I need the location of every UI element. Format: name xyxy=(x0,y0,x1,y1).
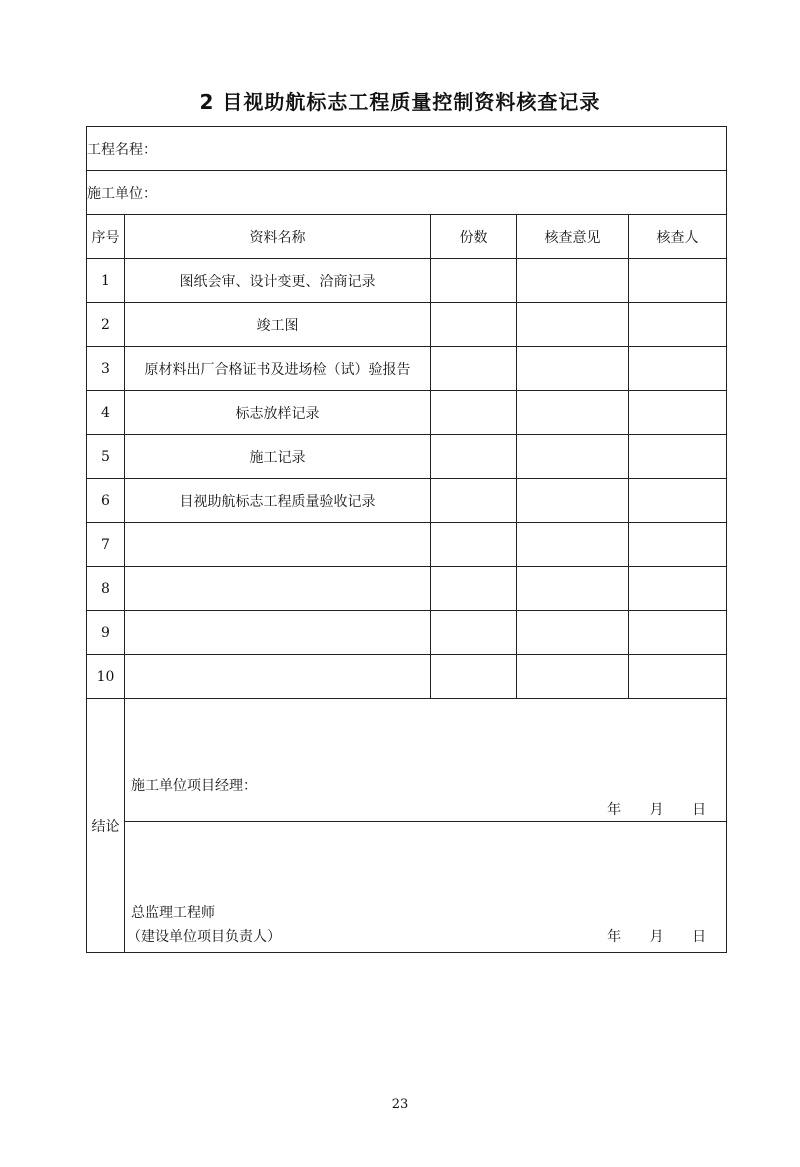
copies-cell[interactable] xyxy=(431,347,517,391)
opinion-cell[interactable] xyxy=(517,347,629,391)
checker-cell[interactable] xyxy=(629,391,727,435)
opinion-cell[interactable] xyxy=(517,611,629,655)
header-opinion: 核查意见 xyxy=(517,215,629,259)
row-number: 5 xyxy=(87,435,125,479)
table-row xyxy=(87,259,727,303)
row-number: 10 xyxy=(87,655,125,699)
table-row xyxy=(87,303,727,347)
row-number: 4 xyxy=(87,391,125,435)
construction-unit-field[interactable] xyxy=(87,171,727,215)
checker-cell[interactable] xyxy=(629,347,727,391)
row-number: 3 xyxy=(87,347,125,391)
month-label: 月 xyxy=(649,929,664,945)
opinion-cell[interactable] xyxy=(517,259,629,303)
row-number: 2 xyxy=(87,303,125,347)
copies-cell[interactable] xyxy=(431,259,517,303)
header-seq: 序号 xyxy=(87,215,125,259)
copies-cell[interactable] xyxy=(431,611,517,655)
checker-cell[interactable] xyxy=(629,611,727,655)
row-doc-name: 标志放样记录 xyxy=(125,391,431,435)
supervisor-date xyxy=(583,926,706,946)
project-name-label: 工程名程： xyxy=(87,141,157,158)
supervisor-sign-area[interactable] xyxy=(125,822,727,953)
copies-cell[interactable] xyxy=(431,391,517,435)
supervisor-sub-label: （建设单位项目负责人） xyxy=(127,929,281,945)
table-row xyxy=(87,391,727,435)
row-doc-name: 图纸会审、设计变更、洽商记录 xyxy=(125,259,431,303)
table-row xyxy=(87,567,727,611)
copies-cell[interactable] xyxy=(431,479,517,523)
row-number: 1 xyxy=(87,259,125,303)
table-row xyxy=(87,655,727,699)
row-doc-name: 目视助航标志工程质量验收记录 xyxy=(125,479,431,523)
row-doc-name: 原材料出厂合格证书及进场检（试）验报告 xyxy=(125,347,431,391)
copies-cell[interactable] xyxy=(431,523,517,567)
table-row xyxy=(87,479,727,523)
year-label: 年 xyxy=(607,929,622,945)
day-label: 日 xyxy=(692,802,707,818)
opinion-cell[interactable] xyxy=(517,391,629,435)
checker-cell[interactable] xyxy=(629,259,727,303)
checker-cell[interactable] xyxy=(629,567,727,611)
header-copies: 份数 xyxy=(431,215,517,259)
checker-cell[interactable] xyxy=(629,655,727,699)
opinion-cell[interactable] xyxy=(517,479,629,523)
row-doc-name[interactable] xyxy=(125,567,431,611)
year-label: 年 xyxy=(607,802,622,818)
header-doc-name: 资料名称 xyxy=(125,215,431,259)
copies-cell[interactable] xyxy=(431,303,517,347)
copies-cell[interactable] xyxy=(431,655,517,699)
row-number: 7 xyxy=(87,523,125,567)
page-title: 2 目视助航标志工程质量控制资料核查记录 xyxy=(199,90,601,114)
row-number: 6 xyxy=(87,479,125,523)
checker-cell[interactable] xyxy=(629,523,727,567)
table-header-row xyxy=(87,215,727,259)
row-doc-name: 施工记录 xyxy=(125,435,431,479)
checker-cell[interactable] xyxy=(629,479,727,523)
opinion-cell[interactable] xyxy=(517,303,629,347)
row-number: 8 xyxy=(87,567,125,611)
construction-unit-label: 施工单位： xyxy=(87,185,157,202)
opinion-cell[interactable] xyxy=(517,523,629,567)
row-doc-name[interactable] xyxy=(125,523,431,567)
table-row xyxy=(87,347,727,391)
table-row xyxy=(87,611,727,655)
checker-cell[interactable] xyxy=(629,303,727,347)
opinion-cell[interactable] xyxy=(517,567,629,611)
checker-cell[interactable] xyxy=(629,435,727,479)
copies-cell[interactable] xyxy=(431,435,517,479)
table-row xyxy=(87,523,727,567)
page-number: 23 xyxy=(391,1097,409,1112)
quality-check-table xyxy=(86,126,727,953)
day-label: 日 xyxy=(692,929,707,945)
opinion-cell[interactable] xyxy=(517,435,629,479)
row-doc-name[interactable] xyxy=(125,655,431,699)
conclusion-label: 结论 xyxy=(87,699,125,953)
row-number: 9 xyxy=(87,611,125,655)
supervisor-label: 总监理工程师 xyxy=(131,905,215,921)
manager-sign-area[interactable] xyxy=(125,699,727,822)
month-label: 月 xyxy=(649,802,664,818)
project-name-field[interactable] xyxy=(87,127,727,171)
manager-label: 施工单位项目经理： xyxy=(131,778,257,794)
opinion-cell[interactable] xyxy=(517,655,629,699)
row-doc-name[interactable] xyxy=(125,611,431,655)
header-checker: 核查人 xyxy=(629,215,727,259)
row-doc-name: 竣工图 xyxy=(125,303,431,347)
copies-cell[interactable] xyxy=(431,567,517,611)
table-row xyxy=(87,435,727,479)
manager-date xyxy=(583,799,706,819)
